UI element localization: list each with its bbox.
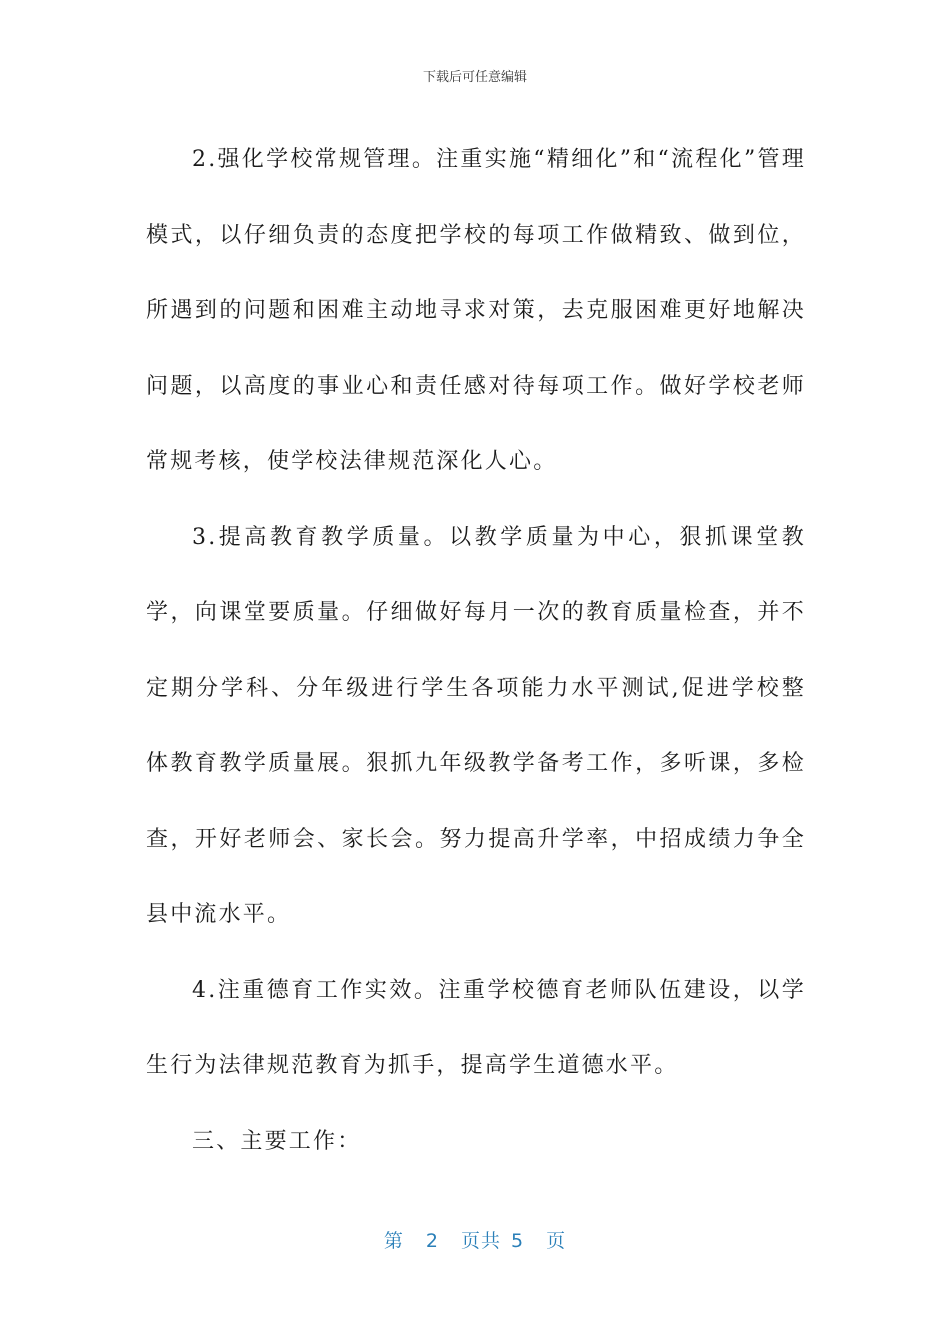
paragraph-school-management: 2.强化学校常规管理。注重实施“精细化”和“流程化”管理模式，以仔细负责的态度把学校的每项工作做精致、做到位，所遇到的问题和困难主动地寻求对策，去克服困难更好地解决问题，以高度的事业心和责任感对待每项工作。做好学校老师常规考核，使学校法律规范深化人心。 — [146, 147, 806, 474]
paragraph-teaching-quality: 3.提高教育教学质量。以教学质量为中心，狠抓课堂教学，向课堂要质量。仔细做好每月一次的教育质量检查，并不定期分学科、分年级进行学生各项能力水平测试,促进学校整体教育教学质量展。狠抓九年级教学备考工作，多听课，多检查，开好老师会、家长会。努力提高升学率，中招成绩力争全县中流水平。 — [146, 524, 806, 927]
paragraph-moral-education: 4.注重德育工作实效。注重学校德育老师队伍建设，以学生行为法律规范教育为抓手，提高学生道德水平。 — [146, 977, 806, 1078]
footer-total-pages: 5 — [511, 1230, 525, 1252]
page-header-note: 下载后可任意编辑 — [422, 70, 527, 85]
footer-page-prefix: 第 — [383, 1230, 404, 1252]
footer-page-mid: 页共 — [460, 1230, 501, 1252]
page-footer — [0, 1226, 950, 1253]
footer-page-suffix: 页 — [546, 1230, 567, 1252]
section-heading-main-work: 三、主要工作： — [192, 1128, 362, 1154]
footer-page-number: 2 — [425, 1230, 439, 1252]
document-body — [146, 122, 806, 1179]
